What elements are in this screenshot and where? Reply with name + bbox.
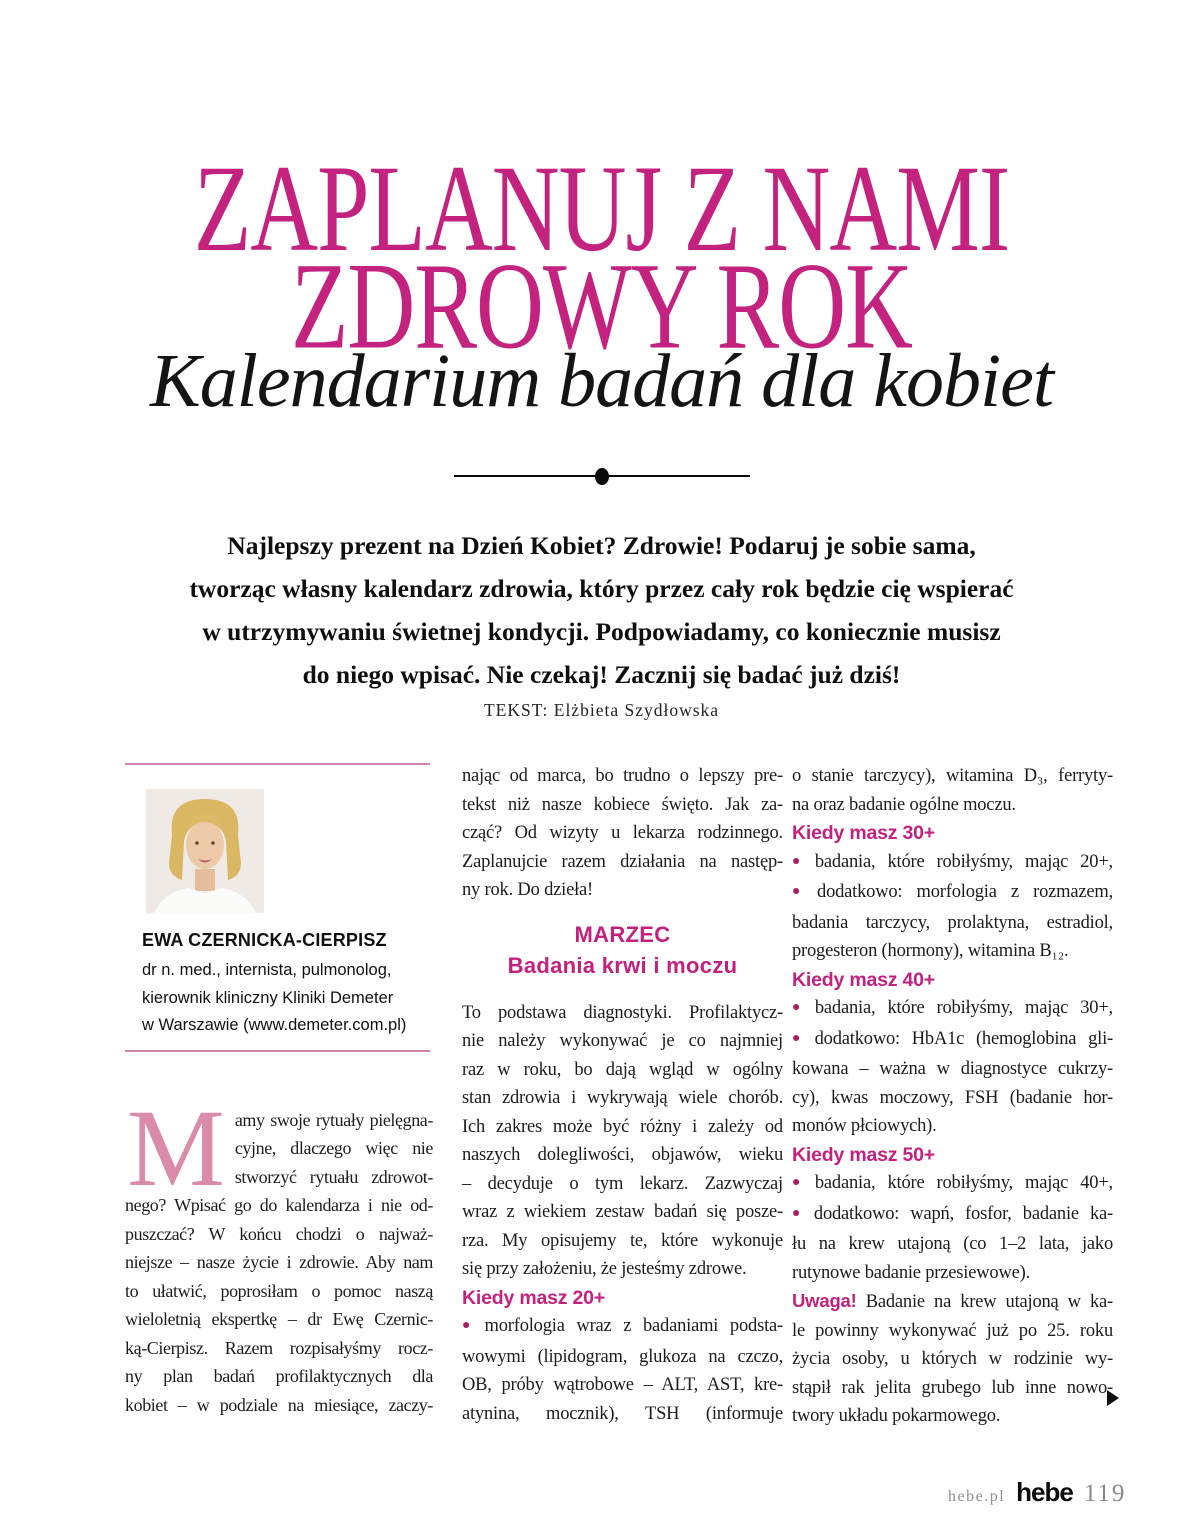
text-line: kobiet – w podziale na miesiące, zaczy- xyxy=(125,1394,433,1415)
column-left xyxy=(125,762,433,1419)
text-line: cy), kwas moczowy, FSH (badanie hor- xyxy=(792,1087,1113,1108)
text-line: raz w roku, bo dają wgląd w ogólny xyxy=(462,1059,783,1080)
text-line: naszych dolegliwości, objawów, wieku xyxy=(462,1145,783,1165)
footer-site-url: hebe.pl xyxy=(948,1488,1006,1505)
expert-box-top-rule xyxy=(125,763,430,765)
expert-photo xyxy=(146,789,264,913)
bullet-text: dodatkowo: wapń, fosfor, badanie ka- xyxy=(813,1203,1113,1224)
expert-bio xyxy=(142,957,433,1040)
bullet-line xyxy=(462,1312,783,1343)
intro-line: w utrzymywaniu świetnej kondycji. Podpowiadamy, co koniecznie musisz xyxy=(202,617,1001,646)
month-heading: MARZEC xyxy=(574,921,671,947)
text-line: stworzyć rytuału zdrowot- xyxy=(234,1166,433,1187)
text-line: nie należy wykonywać je co najmniej xyxy=(462,1031,783,1051)
age-subheading-20: Kiedy masz 20+ xyxy=(462,1286,605,1309)
bullet-line xyxy=(792,1169,1113,1200)
intro-line: tworząc własny kalendarz zdrowia, który przez cały rok będzie cię wspierać xyxy=(189,574,1014,603)
expert-bio-line: kierownik kliniczny Kliniki Demeter xyxy=(142,988,394,1007)
bullet-icon: ● xyxy=(792,1205,807,1221)
warning-text: Badanie na krew utajoną w ka- xyxy=(865,1292,1113,1312)
lead-paragraph xyxy=(125,1086,433,1420)
text-line: wowymi (lipidogram, glukoza na czczo, xyxy=(462,1346,783,1367)
text-line: nego? Wpisać go do kalendarza i nie od- xyxy=(125,1195,433,1215)
bullet-line xyxy=(792,1025,1113,1056)
bullet-icon: ● xyxy=(792,1030,808,1046)
text-line: niejsze – nasze życie i zdrowie. Aby nam xyxy=(125,1252,433,1272)
text-line: rutynowe badanie przesiewowe). xyxy=(792,1262,1030,1283)
text-line: badania tarczycy, prolaktyna, estradiol, xyxy=(792,912,1113,933)
article-continues-arrow-icon xyxy=(1107,1390,1119,1406)
title-line-2: ZDROWY ROK xyxy=(291,237,912,376)
text-line: to ułatwić, poprosiłam o pomoc naszą xyxy=(125,1280,433,1301)
bullet-icon: ● xyxy=(792,884,811,899)
column-right xyxy=(792,762,1113,1431)
bullet-line xyxy=(792,878,1113,909)
text-line: ny plan badań profilaktycznych dla xyxy=(125,1366,433,1386)
expert-bio-line: dr n. med., internista, pulmonolog, xyxy=(142,961,392,979)
text-line: stan zdrowia i wykrywają wiele chorób. xyxy=(462,1088,783,1108)
text-line: OB, próby wątrobowe – ALT, AST, kre- xyxy=(462,1375,783,1395)
bullet-icon: ● xyxy=(792,1000,808,1015)
text-line: amy swoje rytuały pielęgna- xyxy=(234,1109,433,1130)
text-line: Ich zakres może być różny i zależy od xyxy=(462,1116,783,1137)
text-line: atynina, mocznik), TSH (informuje xyxy=(462,1403,783,1424)
text-line: na oraz badanie ogólne moczu. xyxy=(792,794,1016,815)
age-subheading-40: Kiedy masz 40+ xyxy=(792,968,935,991)
bullet-icon: ● xyxy=(792,1175,808,1190)
text-line: cyjne, dlaczego więc nie xyxy=(234,1138,433,1158)
hebe-logo: hebe xyxy=(1016,1477,1073,1507)
text-line: o stanie tarczycy), witamina D₃, ferryty- xyxy=(792,766,1113,786)
text-line: puszczać? W końcu chodzi o najważ- xyxy=(125,1223,433,1244)
intro-lead xyxy=(112,524,1092,696)
page-footer xyxy=(948,1477,1126,1508)
bullet-text: badania, które robiłyśmy, mając 20+, xyxy=(814,851,1113,872)
bullet-icon: ● xyxy=(462,1318,478,1333)
text-line: kowana – ważna w diagnostyce cukrzy- xyxy=(792,1059,1113,1079)
text-line: nając od marca, bo trudno o lepszy pre- xyxy=(462,766,783,786)
bullet-text: morfologia wraz z badaniami podsta- xyxy=(484,1316,783,1336)
warning-line xyxy=(792,1287,1113,1317)
page-title xyxy=(0,140,1203,376)
text-line: stąpił rak jelita grubego lub inne nowo- xyxy=(792,1377,1113,1398)
divider-dot-icon xyxy=(595,468,609,485)
author-byline: TEKST: Elżbieta Szydłowska xyxy=(483,700,720,720)
drop-cap: M xyxy=(127,1086,225,1209)
text-line: łu na krew utajoną (co 1–2 lata, jako xyxy=(792,1234,1113,1254)
page-subtitle: Kalendarium badań dla kobiet xyxy=(150,339,1053,423)
text-line: le powinny wykonywać już po 25. roku xyxy=(792,1320,1113,1341)
expert-bio-line: w Warszawie (www.demeter.com.pl) xyxy=(142,1016,407,1034)
text-line: ką-Cierpisz. Razem rozpisałyśmy rocz- xyxy=(125,1337,433,1358)
age-subheading-50: Kiedy masz 50+ xyxy=(792,1143,935,1166)
text-line: życia osoby, u których w rodzinie wy- xyxy=(792,1349,1113,1369)
expert-box-bottom-rule xyxy=(125,1050,430,1052)
page-number: 119 xyxy=(1083,1480,1127,1507)
bullet-line xyxy=(792,848,1113,879)
text-line: się przy założeniu, że jesteśmy zdrowe. xyxy=(462,1259,747,1279)
text-line: progesteron (hormony), witamina B₁₂. xyxy=(792,941,1069,961)
month-heading-block xyxy=(462,919,783,981)
title-line-1: ZAPLANUJ Z NAMI xyxy=(193,140,1010,278)
text-line: monów płciowych). xyxy=(792,1116,937,1136)
text-line: rza. My opisujemy te, które wykonuje xyxy=(462,1230,783,1251)
text-line: ny rok. Do dzieła! xyxy=(462,880,593,900)
expert-name: EWA CZERNICKA-CIERPISZ xyxy=(142,930,387,950)
section-divider xyxy=(454,475,750,477)
bullet-icon: ● xyxy=(792,853,808,869)
bullet-text: dodatkowo: HbA1c (hemoglobina gli- xyxy=(814,1028,1113,1049)
text-line: – decyduje o tym lekarz. Zazwyczaj xyxy=(462,1173,783,1194)
text-line: wraz z wiekiem zestaw badań się posze- xyxy=(462,1202,783,1222)
bullet-line xyxy=(792,994,1113,1025)
month-subheading: Badania krwi i moczu xyxy=(507,952,738,978)
bullet-text: dodatkowo: morfologia z rozmazem, xyxy=(817,882,1113,902)
text-line: tekst niż nasze kobiece święto. Jak za- xyxy=(462,794,783,815)
text-line: cząć? Od wizyty u lekarza rodzinnego. xyxy=(462,823,783,843)
text-line: wieloletnią ekspertkę – dr Ewę Czernic- xyxy=(125,1309,433,1329)
bullet-text: badania, które robiłyśmy, mając 30+, xyxy=(814,998,1113,1018)
age-subheading-30: Kiedy masz 30+ xyxy=(792,822,935,844)
bullet-text: badania, które robiłyśmy, mając 40+, xyxy=(814,1173,1113,1193)
text-line: To podstawa diagnostyki. Profilaktycz- xyxy=(462,1002,783,1023)
intro-line: do niego wpisać. Nie czekaj! Zacznij się badać już dziś! xyxy=(302,660,901,689)
bullet-line xyxy=(792,1200,1113,1231)
intro-line: Najlepszy prezent na Dzień Kobiet? Zdrowie! Podaruj je sobie sama, xyxy=(227,531,976,560)
column-middle xyxy=(462,762,783,1428)
warning-label: Uwaga! xyxy=(792,1290,857,1311)
text-line: twory układu pokarmowego. xyxy=(792,1406,1001,1426)
text-line: Zaplanujcie razem działania na następ- xyxy=(462,851,783,872)
